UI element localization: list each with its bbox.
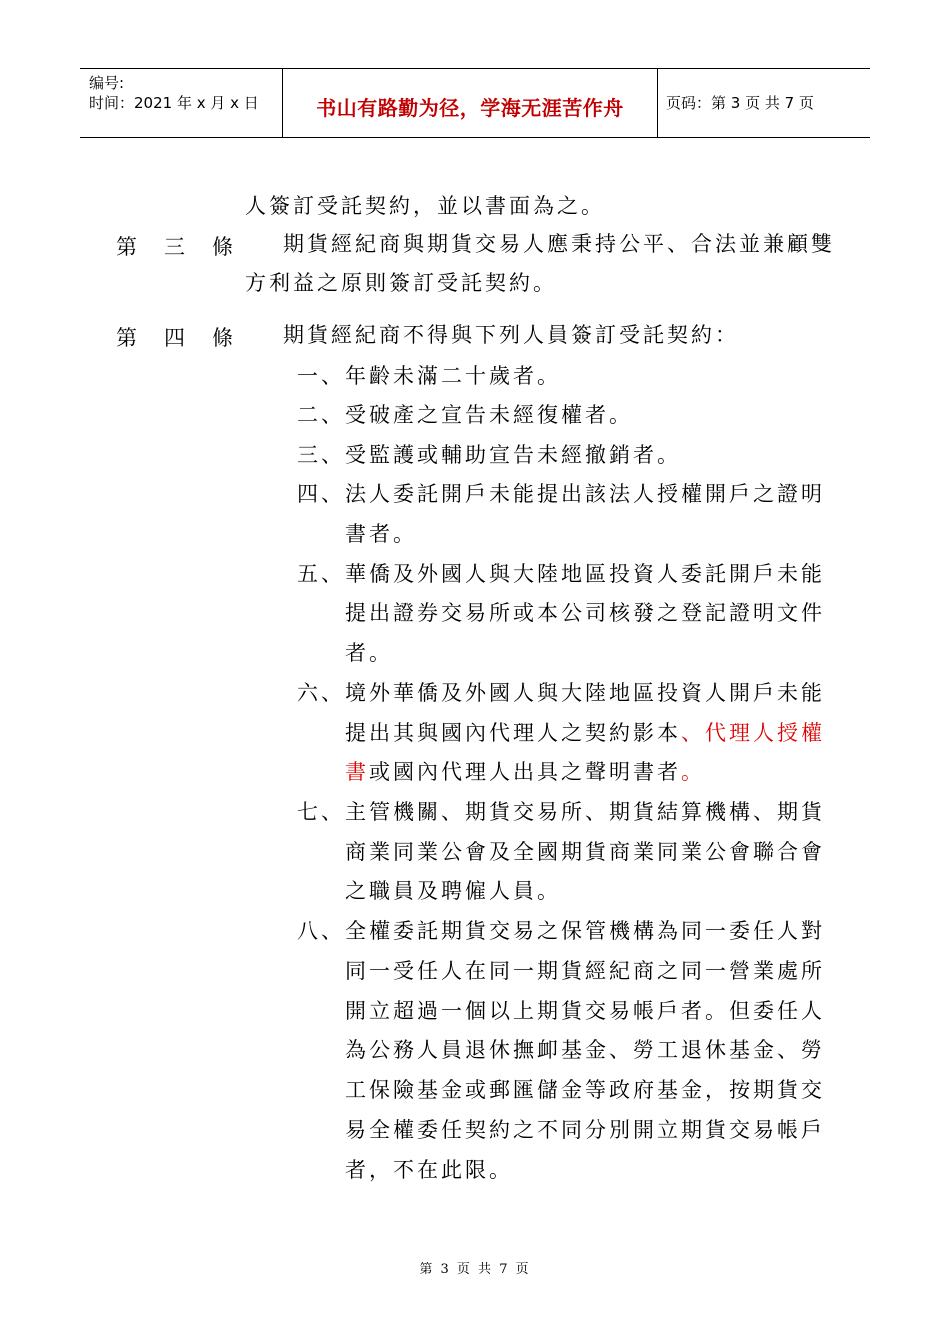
article4-num-3: 條 (212, 326, 233, 350)
amended-text: 。 (681, 760, 705, 784)
item-text: 之職員及聘僱人員。 (345, 879, 561, 903)
article3-num-1: 第 (116, 235, 137, 259)
article4-num-2: 四 (164, 326, 185, 350)
item-text: 書者。 (345, 522, 417, 546)
amended-text: 書 (345, 760, 369, 784)
article3-num-2: 三 (164, 235, 185, 259)
item-text: 或國內代理人出具之聲明書者 (369, 760, 681, 784)
item-text: 易全權委任契約之不同分別開立期貨交易帳戶 (345, 1118, 825, 1142)
item-text: 為公務人員退休撫卹基金、勞工退休基金、勞 (345, 1038, 825, 1062)
item-text: 法人委託開戶未能提出該法人授權開戶之證明 (345, 482, 825, 506)
article3-number (116, 231, 260, 261)
item-text-with-amendment (345, 759, 705, 785)
item-label: 三、 (297, 443, 345, 467)
date-label: 时间：2021 年 x 月 x 日 (89, 94, 259, 112)
item-text: 工保險基金或郵匯儲金等政府基金，按期貨交 (345, 1078, 825, 1102)
header-motto: 书山有路勤为径，学海无涯苦作舟 (282, 69, 658, 137)
number-label: 编号: (89, 74, 125, 92)
item-label: 四、 (297, 482, 345, 506)
item-label: 八、 (297, 919, 345, 943)
article4-num-1: 第 (116, 326, 137, 350)
item-text-with-amendment (345, 720, 825, 746)
item-label: 一、 (297, 364, 345, 388)
header-meta (80, 69, 282, 137)
item-text: 境外華僑及外國人與大陸地區投資人開戶未能 (345, 681, 825, 705)
item-text: 提出證券交易所或本公司核發之登記證明文件 (345, 601, 825, 625)
item-text: 年齡未滿二十歲者。 (345, 364, 561, 388)
amended-text: 、代理人授權 (681, 721, 825, 745)
page-footer: 第 3 页 共 7 页 (419, 1262, 531, 1277)
article3-line2: 方利益之原則簽訂受託契約。 (245, 271, 557, 295)
article4-intro: 期貨經紀商不得與下列人員簽訂受託契約： (283, 323, 739, 347)
item-text: 主管機關、期貨交易所、期貨結算機構、期貨 (345, 800, 825, 824)
item-label: 六、 (297, 681, 345, 705)
item-text: 受監護或輔助宣告未經撤銷者。 (345, 443, 681, 467)
article3-num-3: 條 (212, 235, 233, 259)
item-text: 者。 (345, 641, 393, 665)
item-label: 二、 (297, 403, 345, 427)
item-text: 華僑及外國人與大陸地區投資人委託開戶未能 (345, 562, 825, 586)
article2-tail: 人簽訂受託契約，並以書面為之。 (245, 194, 605, 218)
item-text: 全權委託期貨交易之保管機構為同一委任人對 (345, 919, 825, 943)
item-text: 者，不在此限。 (345, 1158, 513, 1182)
item-text: 商業同業公會及全國期貨商業同業公會聯合會 (345, 840, 825, 864)
item-text: 同一受任人在同一期貨經紀商之同一營業處所 (345, 959, 825, 983)
item-text: 開立超過一個以上期貨交易帳戶者。但委任人 (345, 999, 825, 1023)
page-header (80, 68, 870, 138)
item-text: 提出其與國內代理人之契約影本 (345, 721, 681, 745)
article3-line1: 期貨經紀商與期貨交易人應秉持公平、合法並兼顧雙 (283, 232, 835, 256)
article4-number (116, 322, 260, 352)
item-text: 受破產之宣告未經復權者。 (345, 403, 633, 427)
item-label: 七、 (297, 800, 345, 824)
header-page-info: 页码：第 3 页 共 7 页 (666, 94, 814, 112)
item-label: 五、 (297, 562, 345, 586)
